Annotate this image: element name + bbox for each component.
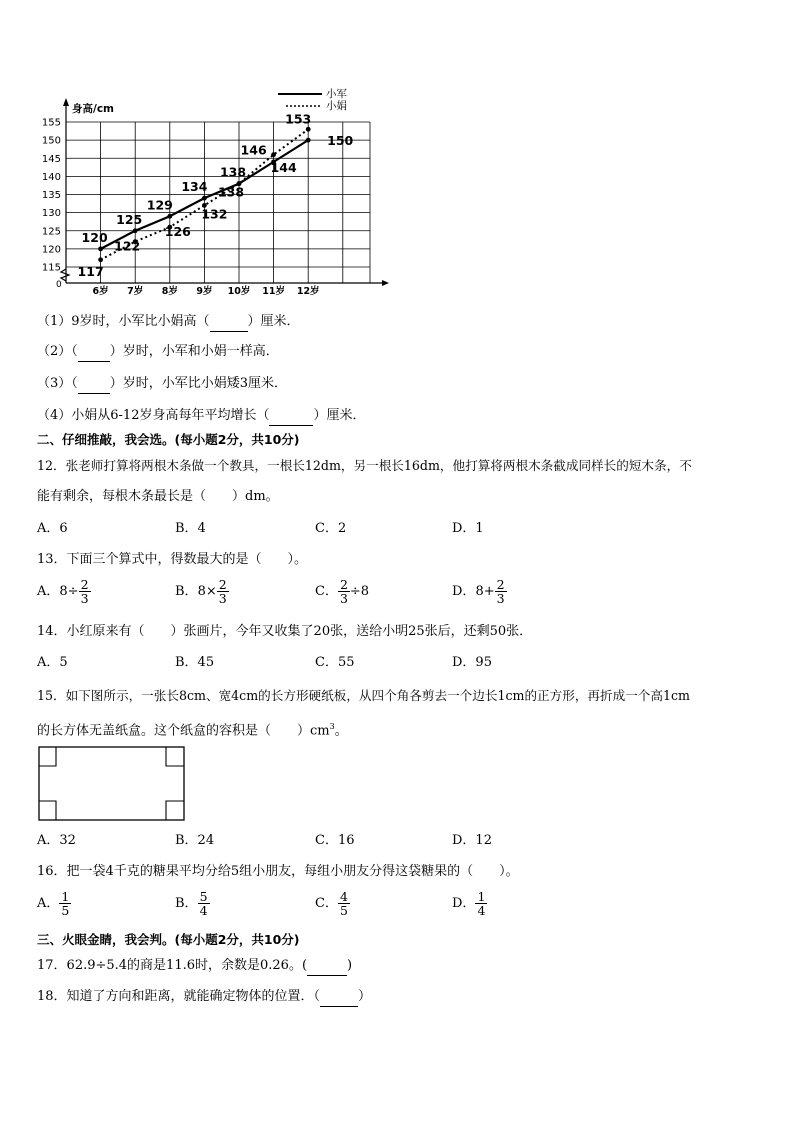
q15-text-line2: 的长方体无盖纸盒。这个纸盒的容积是（ ）$cm^3$。	[37, 722, 348, 739]
x-tick-label: 7岁	[127, 286, 144, 297]
data-label: 138	[219, 164, 247, 180]
legend-label: 小娟	[326, 100, 347, 112]
q16-option-d[interactable]: D． $\frac{1}{4}$	[452, 889, 486, 918]
x-tick-label: 12岁	[296, 286, 320, 297]
q15-option-c[interactable]: C．16	[315, 833, 355, 848]
corner-square-tl	[39, 747, 56, 766]
data-label: 132	[201, 206, 228, 222]
q15-option-a[interactable]: A．32	[37, 833, 76, 848]
data-label: 153	[285, 111, 312, 127]
q14-option-a[interactable]: A．5	[37, 655, 68, 670]
height-line-chart	[30, 82, 390, 297]
section-2-heading: 二、仔细推敲，我会选。(每小题2分，共10分)	[37, 432, 300, 447]
data-point	[306, 127, 311, 132]
q12-option-d[interactable]: D．1	[452, 521, 484, 536]
q11-part4: （4）小娟从6-12岁身高每年平均增长（ ）厘米．	[37, 407, 366, 426]
y-axis-arrow-icon	[63, 98, 69, 106]
data-label: 129	[146, 197, 173, 213]
y-tick-label: 120	[41, 244, 61, 256]
data-point	[167, 214, 172, 219]
answer-blank[interactable]	[307, 957, 347, 976]
data-label: 126	[164, 224, 191, 240]
data-label: 117	[77, 263, 104, 279]
section-3-heading: 三、火眼金睛，我会判。(每小题2分，共10分)	[37, 932, 300, 947]
answer-blank[interactable]	[269, 407, 313, 426]
y-tick-label: 115	[41, 262, 61, 274]
data-point	[98, 246, 103, 251]
x-tick-label: 9岁	[196, 286, 213, 297]
q11-part2: （2）（ ）岁时，小军和小娟一样高．	[37, 343, 279, 362]
q17-text: 17．62.9÷5.4的商是11.6时，余数是0.26。( )	[37, 957, 352, 976]
y-tick-label: 130	[41, 208, 61, 220]
q15-option-b[interactable]: B．24	[175, 833, 215, 848]
q12-text-line2: 能有剩余，每根木条最长是（ ）dm。	[37, 489, 279, 504]
y-tick-label: 155	[41, 117, 61, 129]
answer-blank[interactable]	[210, 313, 248, 332]
q16-option-a[interactable]: A． $\frac{1}{5}$	[37, 889, 70, 918]
x-tick-label: 6岁	[92, 286, 109, 297]
y-tick-label: 125	[41, 226, 61, 238]
data-label: 122	[114, 238, 141, 254]
chart-marks	[78, 111, 354, 279]
q12-option-a[interactable]: A．6	[37, 521, 68, 536]
q16-option-b[interactable]: B． $\frac{5}{4}$	[175, 889, 208, 918]
data-point	[98, 257, 103, 262]
q11-part3: （3）（ ）岁时，小军比小娟矮3厘米．	[37, 375, 287, 394]
y-tick-label: 135	[41, 190, 61, 201]
x-tick-label: 11岁	[262, 286, 285, 297]
x-axis-arrow-icon	[382, 280, 389, 286]
corner-square-br	[166, 801, 184, 820]
q12-option-c[interactable]: C．2	[315, 521, 347, 536]
data-label: 144	[270, 159, 297, 175]
corner-square-bl	[39, 801, 56, 820]
q14-option-d[interactable]: D．95	[452, 655, 492, 670]
q18-text: 18．知道了方向和距离，就能确定物体的位置．（ ）	[37, 988, 371, 1007]
data-label: 134	[181, 179, 208, 195]
data-point	[306, 138, 311, 143]
corner-square-tr	[166, 747, 184, 766]
chart-grid	[66, 122, 370, 283]
q13-option-d[interactable]: D．8+ $\frac{2}{3}$	[452, 577, 505, 606]
answer-blank[interactable]	[78, 375, 110, 394]
q16-text: 16．把一袋4千克的糖果平均分给5组小朋友，每组小朋友分得这袋糖果的（ ）。	[37, 864, 519, 879]
chart-legend	[278, 87, 347, 112]
data-label: 138	[217, 184, 245, 200]
q15-option-d[interactable]: D．12	[452, 833, 492, 848]
data-label: 146	[240, 142, 267, 158]
data-point	[133, 228, 138, 233]
q14-option-c[interactable]: C．55	[315, 655, 355, 670]
q14-option-b[interactable]: B．45	[175, 655, 215, 670]
data-label: 125	[116, 211, 143, 227]
q15-text-line1: 15．如下图所示，一张长8cm、宽4cm的长方形硬纸板，从四个角各剪去一个边长1cm的正方形，再折成一个高1cm	[37, 688, 690, 703]
q13-option-a[interactable]: A．8÷ $\frac{2}{3}$	[37, 577, 89, 606]
q13-text: 13．下面三个算式中，得数最大的是（ ）。	[37, 552, 308, 567]
x-tick-label: 10岁	[227, 286, 251, 297]
data-label: 150	[327, 133, 354, 149]
y-tick-label: 145	[41, 153, 61, 165]
cardboard-rect	[39, 747, 184, 820]
answer-blank[interactable]	[320, 988, 358, 1007]
q13-option-c[interactable]: C． $\frac{2}{3}$ ÷8	[315, 577, 370, 606]
y-tick-label: 140	[41, 171, 61, 183]
axis-break-icon	[61, 269, 69, 281]
q12-option-b[interactable]: B．4	[175, 521, 206, 536]
cardboard-figure	[38, 746, 186, 822]
x-tick-label: 8岁	[161, 286, 178, 297]
data-point	[202, 196, 207, 201]
q13-option-b[interactable]: B．8× $\frac{2}{3}$	[175, 577, 227, 606]
q12-text-line1: 12．张老师打算将两根木条做一个教具，一根长12dm，另一根长16dm，他打算将两根木条截成同样长的短木条，不	[37, 458, 692, 473]
legend-label: 小军	[326, 88, 347, 100]
q14-text: 14．小红原来有（ ）张画片，今年又收集了20张，送给小明25张后，还剩50张．	[37, 624, 533, 639]
q16-option-c[interactable]: C． $\frac{4}{5}$	[315, 889, 348, 918]
q11-part1: （1）9岁时，小军比小娟高（ ）厘米．	[37, 313, 300, 332]
origin-label: 0	[56, 280, 62, 290]
y-axis-label: 身高/cm	[72, 103, 114, 115]
data-point	[271, 152, 276, 157]
answer-blank[interactable]	[78, 343, 110, 362]
data-label: 120	[81, 229, 108, 245]
y-tick-label: 150	[41, 135, 61, 147]
